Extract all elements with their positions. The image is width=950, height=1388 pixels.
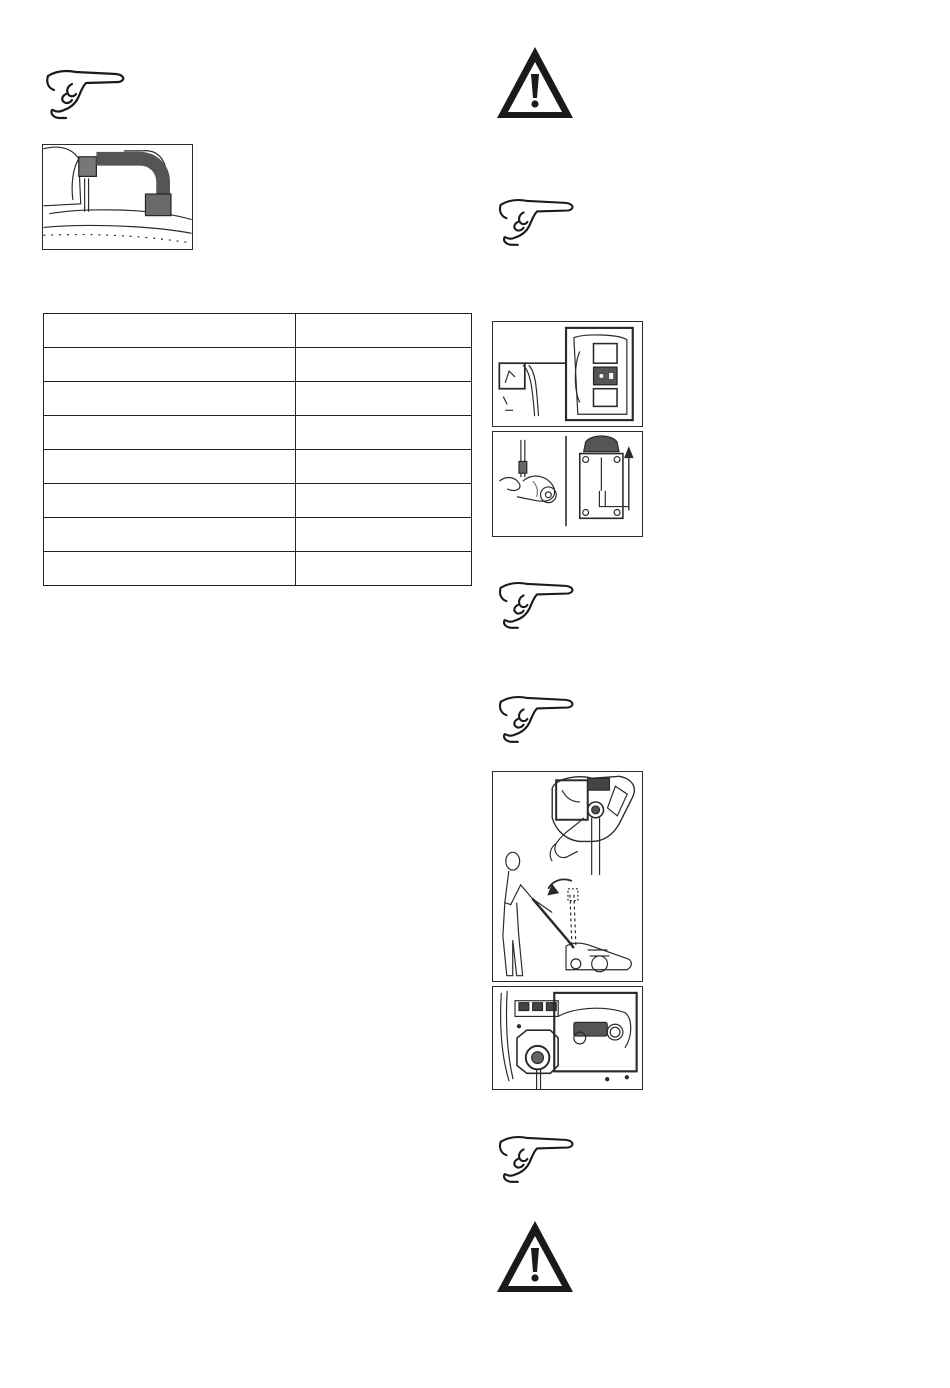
table-row xyxy=(44,484,472,518)
pointing-hand-icon xyxy=(495,1132,577,1184)
control-switch-figure xyxy=(492,321,643,427)
pointing-hand-icon xyxy=(495,578,577,630)
table-cell xyxy=(296,450,472,484)
table-cell xyxy=(44,348,296,382)
table-cell xyxy=(44,484,296,518)
handle-adjustment-figure xyxy=(492,431,643,537)
table-cell xyxy=(296,518,472,552)
hose-connection-figure xyxy=(42,144,193,250)
pointing-hand-icon xyxy=(495,195,577,247)
table-row xyxy=(44,552,472,586)
table-row xyxy=(44,348,472,382)
handle-mount-figure xyxy=(492,986,643,1090)
table-row xyxy=(44,518,472,552)
table-cell xyxy=(296,314,472,348)
table-row xyxy=(44,314,472,348)
table-row xyxy=(44,416,472,450)
table-cell xyxy=(296,484,472,518)
warning-triangle-icon xyxy=(494,44,576,122)
table-cell xyxy=(296,348,472,382)
specification-table xyxy=(43,313,472,586)
warning-triangle-icon xyxy=(494,1218,576,1296)
table-cell xyxy=(44,382,296,416)
operating-position-figure xyxy=(492,771,643,982)
table-cell xyxy=(296,416,472,450)
pointing-hand-icon xyxy=(42,66,128,120)
table-cell xyxy=(296,552,472,586)
table-cell xyxy=(44,518,296,552)
table-row xyxy=(44,450,472,484)
table-cell xyxy=(44,450,296,484)
table-cell xyxy=(44,552,296,586)
table-cell xyxy=(296,382,472,416)
pointing-hand-icon xyxy=(495,692,577,744)
table-cell xyxy=(44,314,296,348)
table-cell xyxy=(44,416,296,450)
table-row xyxy=(44,382,472,416)
